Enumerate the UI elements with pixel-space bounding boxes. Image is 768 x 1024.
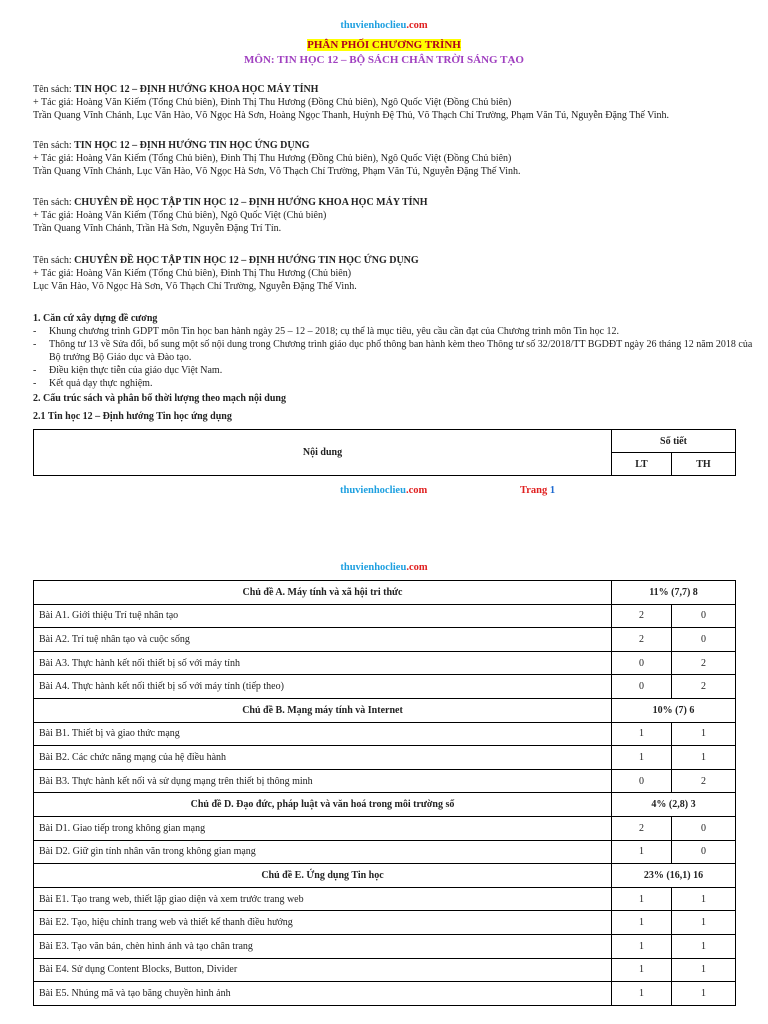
topic-name: Chủ đề D. Đạo đức, pháp luật và văn hoá trong môi trường số	[34, 793, 612, 817]
lesson-lt: 0	[612, 651, 672, 675]
lesson-name: Bài B1. Thiết bị và giao thức mạng	[34, 722, 612, 746]
lesson-name: Bài A2. Trí tuệ nhân tạo và cuộc sống	[34, 628, 612, 652]
lesson-lt: 2	[612, 816, 672, 840]
topic-row	[34, 698, 736, 722]
section-2-heading: 2. Cấu trúc sách và phân bố thời lượng theo mạch nội dung	[33, 393, 286, 404]
lesson-lt: 1	[612, 911, 672, 935]
topic-row	[34, 581, 736, 605]
lesson-name: Bài D2. Giữ gìn tính nhân văn trong không gian mạng	[34, 840, 612, 864]
table-row	[34, 628, 736, 652]
lesson-name: Bài A4. Thực hành kết nối thiết bị số với máy tính (tiếp theo)	[34, 675, 612, 699]
lesson-th: 1	[672, 887, 736, 911]
page-number: Trang 1	[520, 485, 556, 496]
book-name: TIN HỌC 12 – ĐỊNH HƯỚNG KHOA HỌC MÁY TÍNH	[74, 84, 319, 95]
lesson-name: Bài E4. Sử dụng Content Blocks, Button, Divider	[34, 958, 612, 982]
lesson-th: 1	[672, 958, 736, 982]
lesson-th: 0	[672, 628, 736, 652]
section-2-1-heading: 2.1 Tin học 12 – Định hướng Tin học ứng dụng	[33, 411, 232, 422]
book-authors-line1: + Tác giả: Hoàng Văn Kiếm (Tổng Chủ biên), Đinh Thị Thu Hương (Đồng Chủ biên), Ngô Quốc Việt (Đồng Chủ biên)	[33, 97, 512, 108]
lesson-lt: 1	[612, 722, 672, 746]
lesson-th: 2	[672, 651, 736, 675]
list-item: - Kết quả dạy thực nghiệm.	[33, 378, 153, 389]
lesson-lt: 2	[612, 628, 672, 652]
lesson-name: Bài A3. Thực hành kết nối thiết bị số với máy tính	[34, 651, 612, 675]
book-entry: Tên sách: TIN HỌC 12 – ĐỊNH HƯỚNG KHOA HỌC MÁY TÍNH + Tác giả: Hoàng Văn Kiếm (Tổng Chủ biên), Đinh Thị Thu Hương (Đồng Chủ biên), Ngô Quốc Việt (Đồng Chủ biên) Trần Quang Vĩnh Chánh, Lục Văn Hào, Võ Ngọc Hà Sơn, Hoàng Ngọc Thanh, Huỳnh Đệ Thủ, Võ Thạch Chí Trường, Phạm Văn Tú, Nguyễn Đặng Thế Vinh.	[33, 83, 753, 122]
book-authors-line1: + Tác giả: Hoàng Văn Kiếm (Tổng Chủ biên), Ngô Quốc Việt (Chủ biên)	[33, 210, 327, 221]
lesson-lt: 1	[612, 887, 672, 911]
lesson-th: 1	[672, 746, 736, 770]
lesson-name: Bài E3. Tạo văn bản, chèn hình ảnh và tạo chân trang	[34, 934, 612, 958]
lesson-lt: 0	[612, 769, 672, 793]
topic-total: 10% (7) 6	[612, 698, 736, 722]
schedule-table-header	[33, 429, 736, 476]
lesson-name: Bài B3. Thực hành kết nối và sử dụng mạng trên thiết bị thông minh	[34, 769, 612, 793]
table-row	[34, 675, 736, 699]
schedule-table-body	[34, 581, 736, 1006]
book-entry: Tên sách: TIN HỌC 12 – ĐỊNH HƯỚNG TIN HỌC ỨNG DỤNG + Tác giả: Hoàng Văn Kiếm (Tổng Chủ biên), Đinh Thị Thu Hương (Đồng Chủ biên), Ngô Quốc Việt (Đồng Chủ biên) Trần Quang Vĩnh Chánh, Lục Văn Hào, Võ Ngọc Hà Sơn, Võ Thạch Chí Trường, Phạm Văn Tú, Nguyễn Đặng Thế Vinh.	[33, 139, 753, 178]
site-logo-top-page2: thuvienhoclieu.com	[340, 562, 428, 573]
table-row	[34, 722, 736, 746]
topic-total: 11% (7,7) 8	[612, 581, 736, 605]
topic-row	[34, 793, 736, 817]
book-entry: Tên sách: CHUYÊN ĐỀ HỌC TẬP TIN HỌC 12 – ĐỊNH HƯỚNG TIN HỌC ỨNG DỤNG + Tác giả: Hoàng Văn Kiếm (Tổng Chủ biên), Đinh Thị Thu Hương (Chủ biên) Lục Văn Hào, Võ Ngọc Hà Sơn, Võ Thạch Chí Trường, Nguyễn Đặng Thế Vinh.	[33, 254, 753, 293]
lesson-lt: 1	[612, 934, 672, 958]
book-entry: Tên sách: CHUYÊN ĐỀ HỌC TẬP TIN HỌC 12 – ĐỊNH HƯỚNG KHOA HỌC MÁY TÍNH + Tác giả: Hoàng Văn Kiếm (Tổng Chủ biên), Ngô Quốc Việt (Chủ biên) Trần Quang Vĩnh Chánh, Trần Hà Sơn, Nguyễn Đặng Trí Tín.	[33, 196, 753, 235]
book-name: CHUYÊN ĐỀ HỌC TẬP TIN HỌC 12 – ĐỊNH HƯỚNG KHOA HỌC MÁY TÍNH	[74, 197, 428, 208]
table-row	[34, 746, 736, 770]
lesson-name: Bài D1. Giao tiếp trong không gian mạng	[34, 816, 612, 840]
header-lt: LT	[612, 453, 672, 476]
lesson-lt: 2	[612, 604, 672, 628]
book-authors-line2: Trần Quang Vĩnh Chánh, Trần Hà Sơn, Nguyễn Đặng Trí Tín.	[33, 223, 282, 234]
lesson-th: 2	[672, 675, 736, 699]
table-row	[34, 934, 736, 958]
lesson-name: Bài B2. Các chức năng mạng của hệ điều hành	[34, 746, 612, 770]
site-logo-top: thuvienhoclieu.com	[340, 20, 428, 31]
lesson-th: 0	[672, 604, 736, 628]
lesson-th: 1	[672, 911, 736, 935]
table-row	[34, 769, 736, 793]
schedule-table	[33, 580, 736, 1006]
book-authors-line2: Trần Quang Vĩnh Chánh, Lục Văn Hào, Võ Ngọc Hà Sơn, Võ Thạch Chí Trường, Phạm Văn Tú, Nguyễn Đặng Thế Vinh.	[33, 166, 521, 177]
lesson-lt: 1	[612, 840, 672, 864]
book-authors-line1: + Tác giả: Hoàng Văn Kiếm (Tổng Chủ biên), Đinh Thị Thu Hương (Chủ biên)	[33, 268, 352, 279]
lesson-name: Bài A1. Giới thiệu Trí tuệ nhân tạo	[34, 604, 612, 628]
header-content: Nội dung	[34, 430, 612, 476]
table-row	[34, 816, 736, 840]
topic-name: Chủ đề E. Ứng dụng Tin học	[34, 864, 612, 888]
header-periods: Số tiết	[612, 430, 736, 453]
lesson-name: Bài E1. Tạo trang web, thiết lập giao diện và xem trước trang web	[34, 887, 612, 911]
lesson-lt: 1	[612, 958, 672, 982]
topic-row	[34, 864, 736, 888]
book-name: CHUYÊN ĐỀ HỌC TẬP TIN HỌC 12 – ĐỊNH HƯỚNG TIN HỌC ỨNG DỤNG	[74, 255, 419, 266]
topic-name: Chủ đề A. Máy tính và xã hội tri thức	[34, 581, 612, 605]
book-authors-line2: Trần Quang Vĩnh Chánh, Lục Văn Hào, Võ Ngọc Hà Sơn, Hoàng Ngọc Thanh, Huỳnh Đệ Thủ, Võ Thạch Chí Trường, Phạm Văn Tú, Nguyễn Đặng Thế Vinh.	[33, 110, 670, 121]
table-row	[34, 982, 736, 1006]
table-row	[34, 887, 736, 911]
document-title: PHÂN PHỐI CHƯƠNG TRÌNH	[307, 39, 461, 51]
list-item: - Thông tư 13 về Sửa đổi, bổ sung một số nội dung trong Chương trình giáo dục phổ thông ban hành kèm theo Thông tư số 32/2018/TT BGDĐT ngày 26 tháng 12 năm 2018 của Bộ trưởng Bộ Giáo dục và Đào tạo.	[33, 339, 753, 363]
table-row	[34, 911, 736, 935]
topic-name: Chủ đề B. Mạng máy tính và Internet	[34, 698, 612, 722]
list-item: - Khung chương trình GDPT môn Tin học ban hành ngày 25 – 12 – 2018; cụ thể là mục tiêu, yêu cầu cần đạt của Chương trình môn Tin học 12.	[33, 326, 620, 337]
book-authors-line2: Lục Văn Hào, Võ Ngọc Hà Sơn, Võ Thạch Chí Trường, Nguyễn Đặng Thế Vinh.	[33, 281, 357, 292]
document-subtitle: MÔN: TIN HỌC 12 – BỘ SÁCH CHÂN TRỜI SÁNG TẠO	[244, 54, 524, 66]
lesson-lt: 1	[612, 982, 672, 1006]
lesson-name: Bài E2. Tạo, hiệu chỉnh trang web và thiết kế thanh điều hướng	[34, 911, 612, 935]
lesson-th: 1	[672, 722, 736, 746]
table-row	[34, 604, 736, 628]
lesson-name: Bài E5. Nhúng mã và tạo băng chuyền hình ảnh	[34, 982, 612, 1006]
table-row	[34, 958, 736, 982]
list-item: - Điều kiện thực tiễn của giáo dục Việt Nam.	[33, 365, 223, 376]
site-logo-footer: thuvienhoclieu.com	[340, 485, 428, 496]
lesson-th: 1	[672, 982, 736, 1006]
table-row	[34, 840, 736, 864]
book-authors-line1: + Tác giả: Hoàng Văn Kiếm (Tổng Chủ biên), Đinh Thị Thu Hương (Đồng Chủ biên), Ngô Quốc Việt (Đồng Chủ biên)	[33, 153, 512, 164]
book-name: TIN HỌC 12 – ĐỊNH HƯỚNG TIN HỌC ỨNG DỤNG	[74, 140, 310, 151]
topic-total: 4% (2,8) 3	[612, 793, 736, 817]
section-1-heading: 1. Căn cứ xây dựng đề cương	[33, 313, 158, 324]
table-row	[34, 651, 736, 675]
section-1	[33, 312, 753, 390]
lesson-lt: 1	[612, 746, 672, 770]
lesson-th: 2	[672, 769, 736, 793]
header-th: TH	[672, 453, 736, 476]
lesson-th: 0	[672, 816, 736, 840]
topic-total: 23% (16,1) 16	[612, 864, 736, 888]
lesson-th: 0	[672, 840, 736, 864]
lesson-th: 1	[672, 934, 736, 958]
lesson-lt: 0	[612, 675, 672, 699]
